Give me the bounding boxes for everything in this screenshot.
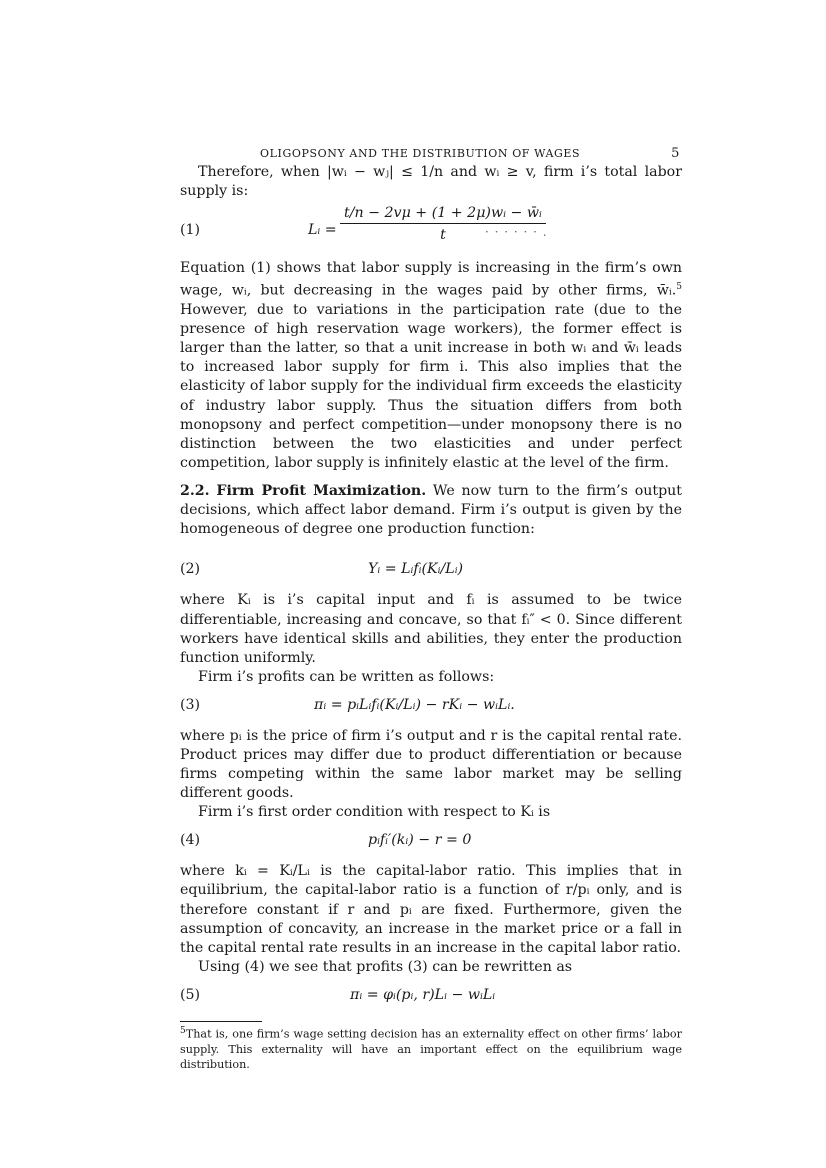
paragraph-prices: where pᵢ is the price of firm i’s output and r is the capital rental rate. Product prices may differ due to product differentiation or because firms competing within the same labor market may be selling different goods. bbox=[180, 727, 682, 802]
section-title: Firm Profit Maximization. bbox=[216, 482, 427, 499]
fraction-denominator: t bbox=[440, 227, 446, 244]
page-number: 5 bbox=[671, 146, 680, 161]
equation-4 bbox=[180, 824, 682, 858]
footnote-text: That is, one firm’s wage setting decision has an externality effect on other firms’ labor supply. This externality will have an important effect on the equilibrium wage distribution. bbox=[180, 1027, 682, 1071]
paper-page bbox=[180, 145, 682, 1083]
footnote-divider bbox=[180, 1021, 262, 1022]
equation-body: πᵢ = φᵢ(pᵢ, r)Lᵢ − wᵢLᵢ bbox=[350, 986, 496, 1003]
footnote-number: 5 bbox=[180, 1025, 186, 1036]
paragraph-profits-intro: Firm i’s profits can be written as follows: bbox=[198, 668, 495, 685]
footnote bbox=[180, 1024, 682, 1072]
paragraph-labor-supply bbox=[180, 259, 682, 473]
equation-number: (4) bbox=[180, 832, 201, 849]
section-2-2 bbox=[180, 482, 682, 539]
paragraph-text-continued: However, due to variations in the participation rate (due to the presence of high reservation wage workers), the former effect is larger than the latter, so that a unit increase in both wᵢ and w̄ᵢ leads to increased labor supply for firm i. This also implies that the elasticity of labor supply for the individual firm exceeds the elasticity of industry labor supply. Thus the situation differs from both monopsony and perfect competition—under monopsony there is no distinction between the two elasticities and under perfect competition, labor supply is infinitely elastic at the level of the firm. bbox=[180, 302, 682, 471]
equation-3 bbox=[180, 689, 682, 723]
paragraph-text: Equation (1) shows that labor supply is increasing in the firm’s own wage, wᵢ, but decreasing in the wages paid by other firms, w̄ᵢ. bbox=[180, 260, 682, 300]
intro-paragraph: Therefore, when |wᵢ − wⱼ| ≤ 1/n and wᵢ ≥ v, firm i’s total labor supply is: bbox=[180, 164, 682, 200]
running-head bbox=[180, 145, 682, 163]
equation-body: πᵢ = pᵢLᵢfᵢ(Kᵢ/Lᵢ) − rKᵢ − wᵢLᵢ. bbox=[314, 696, 515, 713]
paragraph-rewrite-intro: Using (4) we see that profits (3) can be rewritten as bbox=[198, 958, 573, 975]
equation-2 bbox=[180, 553, 682, 587]
equation-trail: · · · · · · . bbox=[485, 225, 548, 240]
equation-body: Yᵢ = Lᵢfᵢ(Kᵢ/Lᵢ) bbox=[368, 561, 464, 578]
paragraph-foc-intro: Firm i’s first order condition with respect to Kᵢ is bbox=[198, 804, 551, 821]
paragraph-production: where Kᵢ is i’s capital input and fᵢ is assumed to be twice differentiable, increasing and concave, so that fᵢ″ < 0. Since different workers have identical skills and abilities, they enter the production function uniformly. bbox=[180, 592, 682, 666]
section-intro-text: We now turn to the firm’s output decisions, which affect labor demand. Firm i’s output is given by the homogeneous of degree one production function: bbox=[180, 482, 682, 538]
paragraph-capital-labor: where kᵢ = Kᵢ/Lᵢ is the capital-labor ratio. This implies that in equilibrium, the capital-labor ratio is a function of r/pᵢ only, and is therefore constant if r and pᵢ are fixed. Furthermore, given the assumption of concavity, an increase in the market price or a fall in the capital rental rate results in an increase in the capital labor ratio. bbox=[180, 863, 682, 956]
equation-number: (3) bbox=[180, 696, 201, 713]
equation-5 bbox=[180, 979, 682, 1013]
running-title: OLIGOPSONY AND THE DISTRIBUTION OF WAGES bbox=[260, 147, 581, 160]
equation-number: (5) bbox=[180, 986, 201, 1003]
fraction-numerator: t/n − 2vμ + (1 + 2μ)wᵢ − w̄ᵢ bbox=[340, 205, 546, 224]
equation-number: (1) bbox=[180, 222, 201, 239]
equation-1 bbox=[180, 205, 682, 255]
equation-lhs: Lᵢ = bbox=[308, 222, 337, 239]
equation-number: (2) bbox=[180, 561, 201, 578]
equation-body: pᵢfᵢ′(kᵢ) − r = 0 bbox=[368, 832, 472, 849]
section-number: 2.2. bbox=[180, 482, 210, 499]
footnote-marker: 5 bbox=[676, 282, 682, 293]
